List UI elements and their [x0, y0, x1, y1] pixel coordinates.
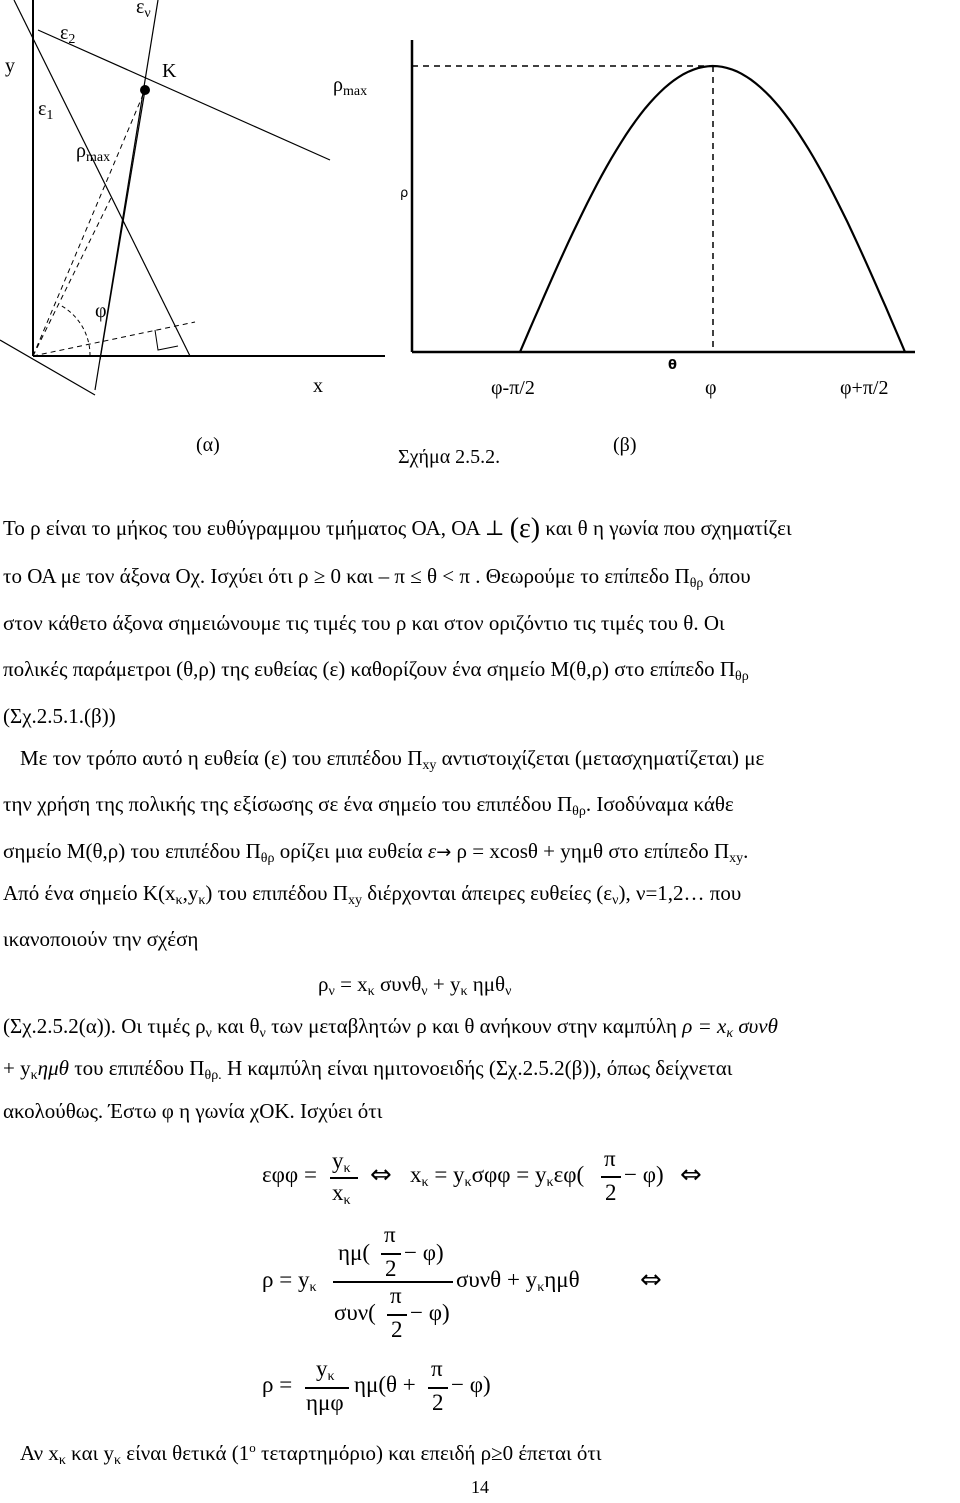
p1-line-2: το ΟΑ με τον άξονα Οχ. Ισχύει ότι ρ ≥ 0 και – π ≤ θ < π . Θεωρούμε το επίπεδο $\Pi_{\theta\rho}$ όπου	[3, 564, 751, 591]
label-y: y	[5, 55, 15, 77]
label-phi: φ	[95, 300, 107, 322]
p1-line-1: Το ρ είναι το μήκος του ευθύγραμμου τμήματος ΟΑ, ΟΑ ⊥ (ε) και θ η γωνία που σχηματίζει	[3, 513, 792, 544]
p2-line-1: Με τον τρόπο αυτό η ευθεία (ε) του επιπέδου $\Pi_{xy}$ αντιστοιχίζεται (μετασχηματίζεται) με	[20, 746, 765, 773]
relation-formula: $\rho_\nu = x_\kappa$ $\sigma\upsilon\nu\theta_\nu + y_\kappa$ ημθ$_\nu$	[318, 972, 512, 999]
label-rho-axis: ρ	[400, 186, 409, 201]
p4-line-3: ακολούθως. Έστω φ η γωνία χΟΚ. Ισχύει ότι	[3, 1099, 383, 1123]
caption-a: (α)	[196, 434, 220, 456]
p1-line-3: στον κάθετο άξονα σημειώνουμε τις τιμές του ρ και στον οριζόντιο τις τιμές του θ. Οι	[3, 611, 725, 635]
label-rho-max-left: $\rho_{max}$	[76, 140, 111, 165]
tick-right: φ+π/2	[840, 377, 889, 399]
p3-line-1: Από ένα σημείο $K(x_\kappa,y_\kappa)$ του επιπέδου $\Pi_{xy}$ διέρχονται άπειρες ευθείες $(\varepsilon_\nu)$, ν=1,2… που	[3, 881, 742, 908]
caption-b: (β)	[613, 434, 637, 456]
p4-line-1: (Σχ.2.5.2(α)). Οι τιμές $\rho_\nu$ και $\theta_\nu$ των μεταβλητών ρ και θ ανήκουν στην καμπύλη $\rho = x_\kappa$ συνθ	[3, 1014, 778, 1041]
label-ev: $\varepsilon_\nu$	[136, 0, 151, 21]
figure-caption: Σχήμα 2.5.2.	[398, 446, 501, 468]
page-number: 14	[471, 1477, 489, 1497]
label-k: K	[162, 60, 177, 82]
label-theta-axis: θ	[668, 358, 677, 373]
label-x: x	[313, 375, 323, 397]
p1-line-5: (Σχ.2.5.1.(β))	[3, 704, 116, 728]
tick-left: φ-π/2	[491, 377, 535, 399]
label-rho-max-right: $\rho_{max}$	[333, 74, 368, 99]
p4-line-2: + $y_\kappa\eta\mu\theta$ του επιπέδου $\Pi_{\theta\rho.}$ Η καμπύλη είναι ημιτονοειδής (Σχ.2.5.2(β)), όπως δείχνεται	[3, 1056, 733, 1083]
tick-mid: φ	[705, 377, 717, 399]
label-e1: $\varepsilon_1$	[38, 98, 54, 123]
label-e2: $\varepsilon_2$	[60, 22, 76, 47]
figure-b-chart	[0, 0, 960, 420]
p3-line-2: ικανοποιούν την σχέση	[3, 927, 199, 951]
last-line-text: Αν $x_\kappa$ και $y_\kappa$ είναι θετικά ($1^o$ τεταρτημόριο) και επειδή ρ≥0 έπεται ότι	[20, 1440, 602, 1468]
p1-line-4: πολικές παράμετροι (θ,ρ) της ευθείας (ε) καθορίζουν ένα σημείο Μ(θ,ρ) στο επίπεδο $\Pi_{\theta\rho}$	[3, 657, 749, 684]
p2-line-2: την χρήση της πολικής της εξίσωσης σε ένα σημείο του επιπέδου $\Pi_{\theta\rho}$. Ισοδύναμα κάθε	[3, 792, 734, 819]
p2-line-3: σημείο Μ(θ,ρ) του επιπέδου $\Pi_{\theta\rho}$ ορίζει μια ευθεία ε→ ρ = xcosθ + yημθ στο επίπεδο $\Pi_{xy}$.	[3, 839, 749, 866]
